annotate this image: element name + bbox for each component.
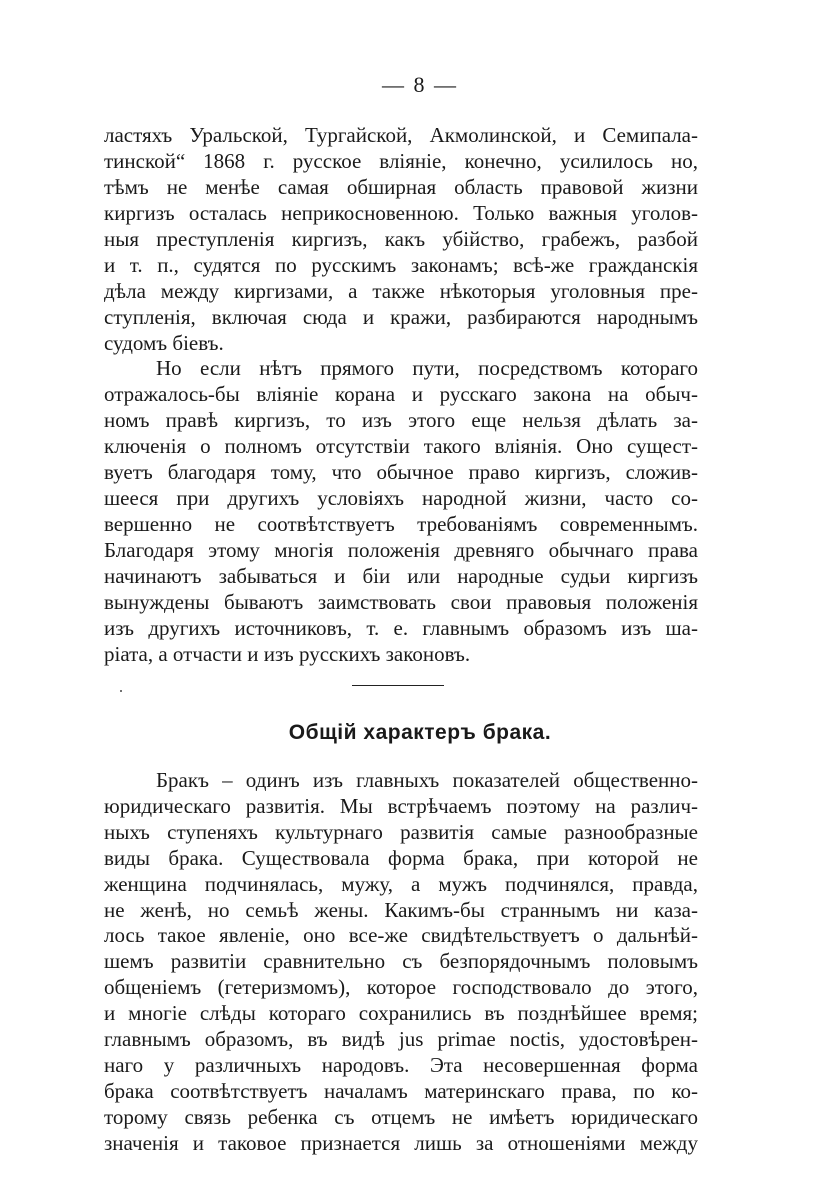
text-line: судомъ біевъ. <box>104 331 224 355</box>
text-line: шееся при другихъ условіяхъ народной жизни, часто со- <box>104 486 698 510</box>
text-line: начинаютъ забываться и біи или народные судьи киргизъ <box>104 564 698 588</box>
text-line: юридическаго развитія. Мы встрѣчаемъ поэтому на различ- <box>104 794 698 818</box>
text-line: лось такое явленіе, оно все-же свидѣтельствуетъ о дальнѣй- <box>104 923 698 947</box>
text-line: дѣла между киргизами, а также нѣкоторыя уголовныя пре- <box>104 279 698 303</box>
text-line: не женѣ, но семьѣ жены. Какимъ-бы страннымъ ни каза- <box>104 898 698 922</box>
text-line: вершенно не соотвѣтствуетъ требованіямъ современнымъ. <box>104 512 698 536</box>
text-line: и т. п., судятся по русскимъ законамъ; всѣ-же гражданскія <box>104 253 698 277</box>
text-line: женщина подчинялась, мужу, а мужъ подчинялся, правда, <box>104 872 698 896</box>
text-line: отражалось-бы вліяніе корана и русскаго закона на обыч- <box>104 382 698 406</box>
text-line: ступленія, включая сюда и кражи, разбираются народнымъ <box>104 305 698 329</box>
text-line: тинской“ 1868 г. русское вліяніе, конечно, усилилось но, <box>104 149 698 173</box>
page-number: — 8 — <box>382 72 458 97</box>
text-line: тѣмъ не менѣе самая обширная область правовой жизни <box>104 175 698 199</box>
text-line: ластяхъ Уральской, Тургайской, Акмолинской, и Семипала- <box>104 123 698 147</box>
text-line: Благодаря этому многія положенія древняго обычнаго права <box>104 538 698 562</box>
text-line: общеніемъ (гетеризмомъ), которое господствовало до этого, <box>104 975 698 999</box>
text-line: вынуждены бываютъ заимствовать свои правовыя положенія <box>104 590 698 614</box>
text-line: брака соотвѣтствуетъ началамъ материнскаго права, по ко- <box>104 1079 698 1103</box>
text-line: торому связь ребенка съ отцемъ не имѣетъ юридическаго <box>104 1105 698 1129</box>
section-title: Общій характеръ брака. <box>288 721 552 744</box>
text-line: главнымъ образомъ, въ видѣ jus primae noctis, удостовѣрен- <box>104 1027 698 1051</box>
text-line: шемъ развитіи сравнительно съ безпорядочнымъ половымъ <box>104 949 698 973</box>
text-line: номъ правѣ киргизъ, то изъ этого еще нельзя дѣлать за- <box>104 408 698 432</box>
text-line: вуетъ благодаря тому, что обычное право киргизъ, сложив- <box>104 460 698 484</box>
text-line: Бракъ – одинъ изъ главныхъ показателей общественно- <box>156 768 698 792</box>
text-line: ключенія о полномъ отсутствіи такого вліянія. Оно сущест- <box>104 434 698 458</box>
text-line: ныхъ ступеняхъ культурнаго развитія самые разнообразные <box>104 820 698 844</box>
text-line: Но если нѣтъ прямого пути, посредствомъ котораго <box>156 356 698 380</box>
text-line: наго у различныхъ народовъ. Эта несовершенная форма <box>104 1053 698 1077</box>
text-line: киргизъ осталась неприкосновенною. Только важныя уголов- <box>104 201 698 225</box>
text-line: изъ другихъ источниковъ, т. е. главнымъ образомъ изъ ша- <box>104 616 698 640</box>
text-line: значенія и таковое признается лишь за отношеніями между <box>104 1131 698 1155</box>
section-divider <box>352 685 444 686</box>
print-speck <box>120 690 122 692</box>
text-line: и многіе слѣды котораго сохранились въ позднѣйшее время; <box>104 1001 698 1025</box>
text-line: виды брака. Существовала форма брака, при которой не <box>104 846 698 870</box>
text-line: ныя преступленія киргизъ, какъ убійство, грабежъ, разбой <box>104 227 698 251</box>
text-line: ріата, а отчасти и изъ русскихъ законовъ. <box>104 642 471 666</box>
